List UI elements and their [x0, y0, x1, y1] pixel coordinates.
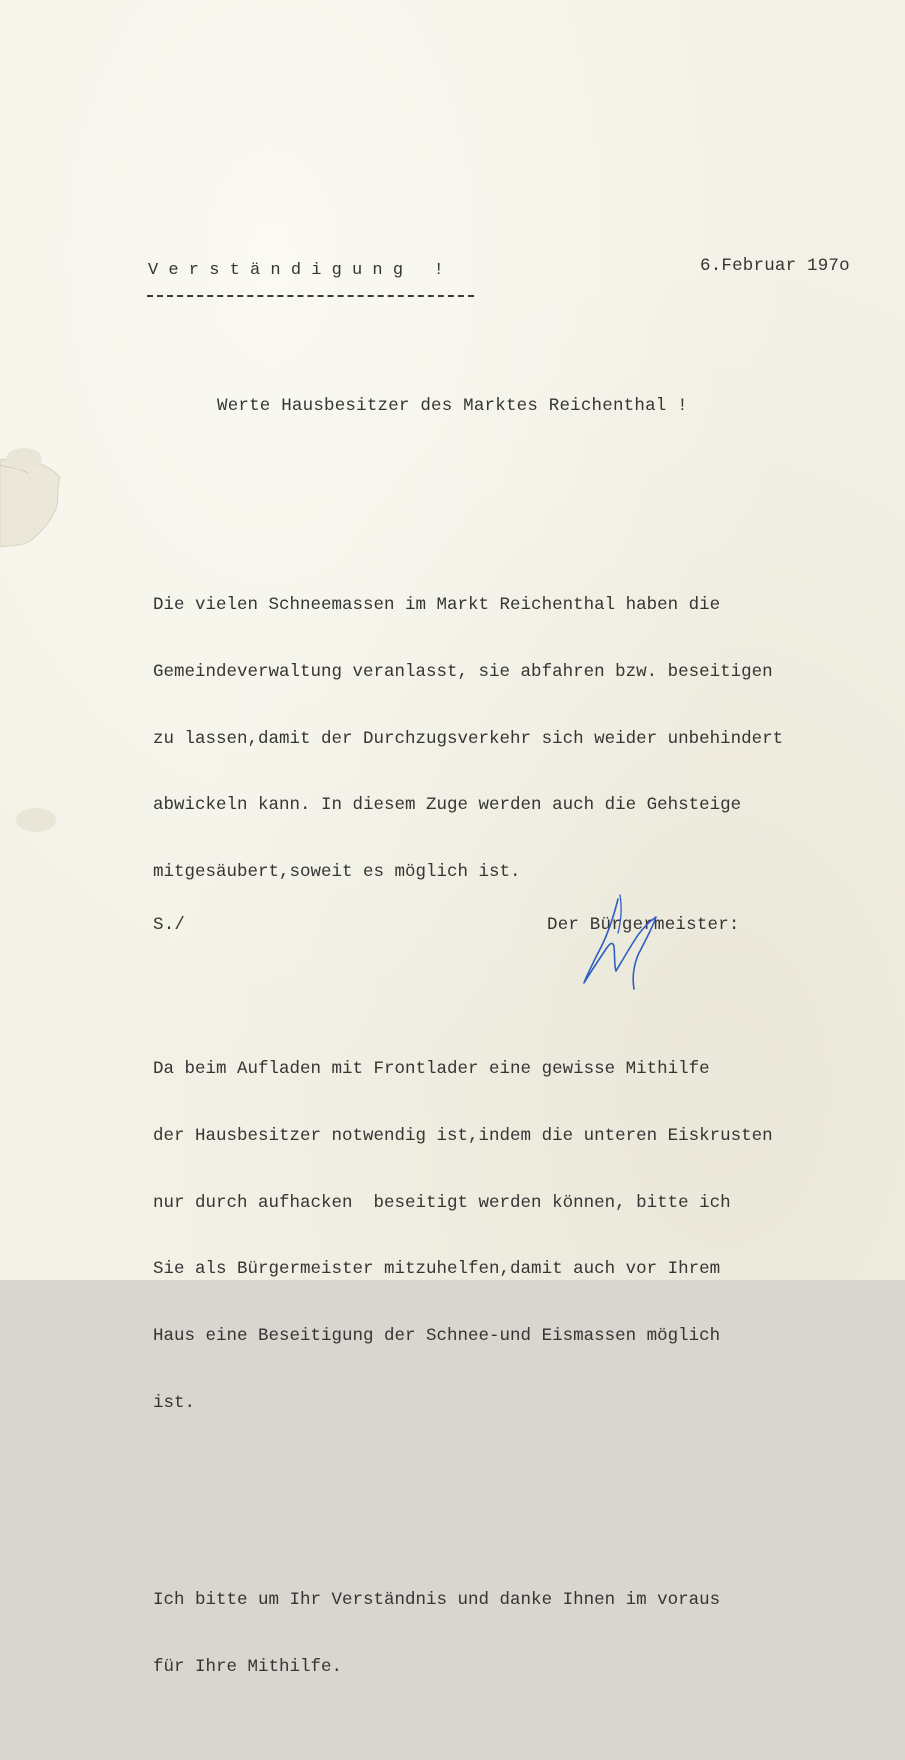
typist-initials: S./ — [153, 915, 186, 935]
letter-date: 6.Februar 197o — [700, 256, 850, 276]
text-line: Sie als Bürgermeister mitzuhelfen,damit auch vor Ihrem — [153, 1259, 721, 1280]
text-line: mitgesäubert,soweit es möglich ist. — [153, 862, 521, 883]
punch-hole-mark — [6, 448, 42, 470]
text-line: nur durch aufhacken beseitigt werden können, bitte ich — [153, 1192, 731, 1213]
letter-body — [153, 512, 843, 1760]
salutation: Werte Hausbesitzer des Marktes Reichenthal ! — [217, 396, 688, 416]
paragraph-gap — [153, 966, 843, 976]
paragraph-gap — [153, 1497, 843, 1507]
text-line: Gemeindeverwaltung veranlasst, sie abfahren bzw. beseitigen — [153, 661, 773, 682]
signatory-title: Der Bürgermeister: — [547, 915, 740, 935]
text-line: Haus eine Beseitigung der Schnee-und Eismassen möglich — [153, 1326, 721, 1347]
heading-underline — [147, 295, 474, 297]
text-line: ist. — [153, 1392, 196, 1413]
text-line: zu lassen,damit der Durchzugsverkehr sich weider unbehindert — [153, 728, 784, 749]
paragraph — [153, 1016, 843, 1457]
handwritten-signature — [580, 885, 670, 995]
text-line: abwickeln kann. In diesem Zuge werden auch die Gehsteige — [153, 795, 742, 816]
text-line: Die vielen Schneemassen im Markt Reichenthal haben die — [153, 595, 721, 615]
paper-tear-mark — [0, 455, 62, 550]
letter-heading: V e r s t ä n d i g u n g ! — [148, 261, 444, 280]
text-line: Ich bitte um Ihr Verständnis und danke Ihnen im voraus — [153, 1589, 721, 1610]
text-line: Da beim Aufladen mit Frontlader eine gewisse Mithilfe — [153, 1058, 710, 1079]
text-line: für Ihre Mithilfe. — [153, 1656, 343, 1677]
punch-hole-mark — [16, 808, 56, 832]
text-line: der Hausbesitzer notwendig ist,indem die unteren Eiskrusten — [153, 1125, 773, 1146]
paragraph — [153, 1547, 843, 1721]
paragraph — [153, 552, 843, 926]
